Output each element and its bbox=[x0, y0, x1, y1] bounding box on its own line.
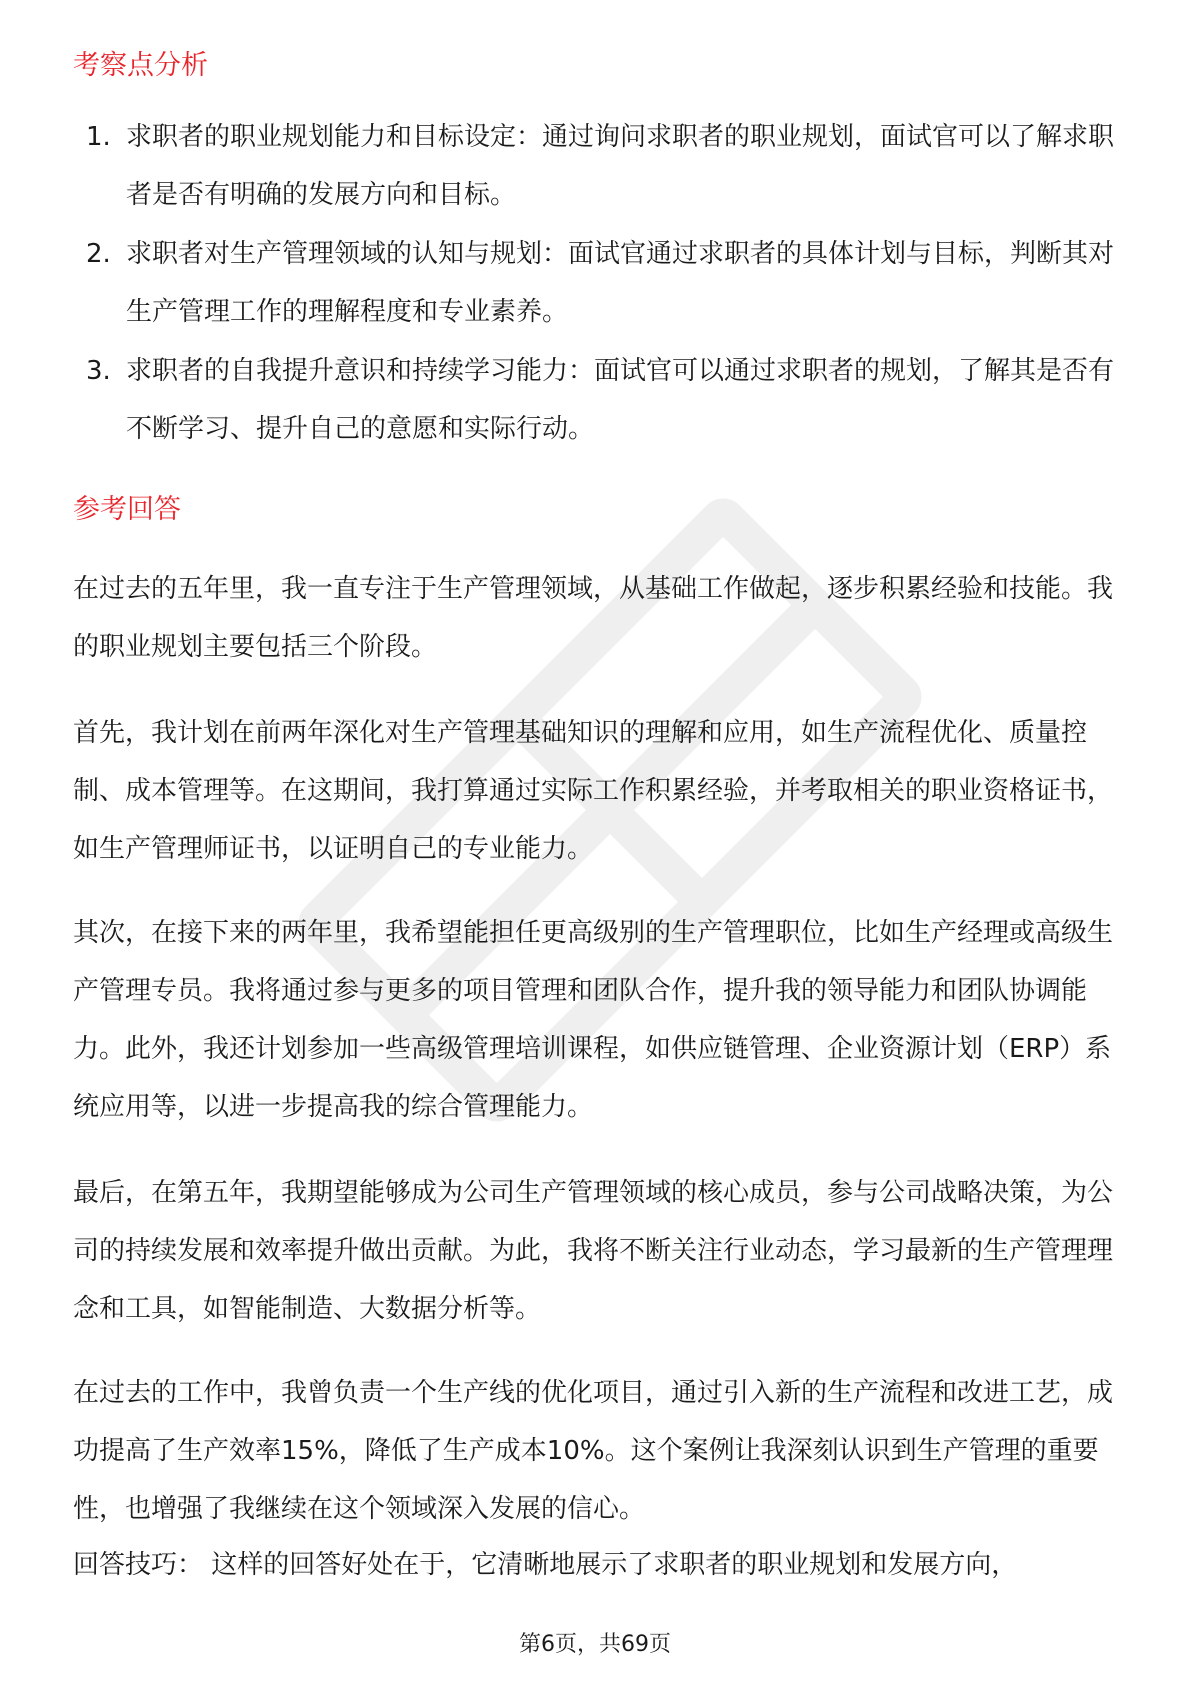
answer-paragraph: 其次，在接下来的两年里，我希望能担任更高级别的生产管理职位，比如生产经理或高级生产管理专员。我将通过参与更多的项目管理和团队合作，提升我的领导能力和团队协调能力。此外，我还计划参加一些高级管理培训课程，如供应链管理、企业资源计划（ERP）系统应用等，以进一步提高我的综合管理能力。 bbox=[73, 918, 1114, 1122]
answer-paragraph: 最后，在第五年，我期望能够成为公司生产管理领域的核心成员，参与公司战略决策，为公司的持续发展和效率提升做出贡献。为此，我将不断关注行业动态，学习最新的生产管理理念和工具，如智能制造、大数据分析等。 bbox=[73, 1178, 1114, 1324]
list-item bbox=[86, 108, 1126, 224]
answer-paragraph: 在过去的工作中，我曾负责一个生产线的优化项目，通过引入新的生产流程和改进工艺，成功提高了生产效率15%，降低了生产成本10%。这个案例让我深刻认识到生产管理的重要性，也增强了我继续在这个领域深入发展的信心。 bbox=[73, 1378, 1114, 1524]
section-title-reference-answer: 参考回答 bbox=[73, 494, 181, 525]
list-item bbox=[86, 342, 1126, 458]
section-title-analysis: 考察点分析 bbox=[73, 50, 208, 81]
answer-paragraph: 首先，我计划在前两年深化对生产管理基础知识的理解和应用，如生产流程优化、质量控制、成本管理等。在这期间，我打算通过实际工作积累经验，并考取相关的职业资格证书，如生产管理师证书，以证明自己的专业能力。 bbox=[73, 718, 1114, 864]
list-item-text: 求职者对生产管理领域的认知与规划：面试官通过求职者的具体计划与目标，判断其对生产管理工作的理解程度和专业素养。 bbox=[126, 239, 1115, 327]
list-item-text: 求职者的职业规划能力和目标设定：通过询问求职者的职业规划，面试官可以了解求职者是否有明确的发展方向和目标。 bbox=[126, 122, 1115, 210]
list-number: 1. bbox=[86, 122, 111, 152]
list-item bbox=[86, 225, 1126, 341]
page-number: 第6页，共69页 bbox=[519, 1632, 671, 1657]
list-number: 3. bbox=[86, 356, 111, 386]
answer-tips: 回答技巧： 这样的回答好处在于，它清晰地展示了求职者的职业规划和发展方向， bbox=[73, 1550, 1018, 1580]
analysis-list bbox=[86, 108, 1126, 459]
list-number: 2. bbox=[86, 239, 111, 269]
list-item-text: 求职者的自我提升意识和持续学习能力：面试官可以通过求职者的规划，了解其是否有不断学习、提升自己的意愿和实际行动。 bbox=[126, 356, 1115, 444]
answer-paragraph: 在过去的五年里，我一直专注于生产管理领域，从基础工作做起，逐步积累经验和技能。我的职业规划主要包括三个阶段。 bbox=[73, 574, 1114, 662]
